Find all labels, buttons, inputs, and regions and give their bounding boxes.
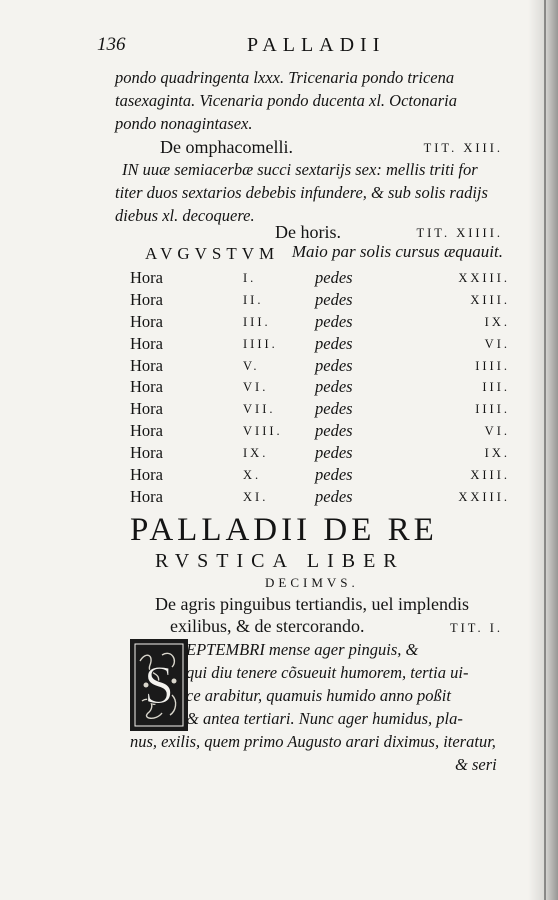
table-row bbox=[130, 356, 510, 378]
unit-label: pedes bbox=[315, 421, 353, 441]
hora-label: Hora bbox=[130, 311, 163, 331]
hour-number: IIII. bbox=[243, 336, 278, 351]
hora-label: Hora bbox=[130, 421, 163, 441]
chapter-title-line-1: De agris pinguibus tertiandis, uel implendis bbox=[155, 594, 469, 614]
feet-value: XXIII. bbox=[458, 271, 510, 285]
book-title-line-2: RVSTICA LIBER bbox=[155, 550, 405, 572]
unit-label: pedes bbox=[315, 377, 353, 397]
page-header bbox=[97, 34, 498, 64]
hora-label: Hora bbox=[130, 465, 163, 485]
table-row bbox=[130, 465, 510, 487]
table-row bbox=[130, 377, 510, 399]
intro-line-1: pondo quadringenta lxxx. Tricenaria pondo tricena bbox=[115, 68, 455, 87]
feet-value: VI. bbox=[484, 424, 510, 439]
month-name: AVGVSTVM bbox=[145, 244, 280, 263]
table-row bbox=[130, 290, 510, 312]
unit-label: pedes bbox=[315, 486, 353, 506]
horis-tit: TIT. XIIII. bbox=[416, 226, 503, 240]
paragraph-line-3: ce arabitur, quamuis humido anno poßit bbox=[186, 686, 451, 705]
page-number: 136 bbox=[97, 34, 126, 55]
book-title-line-1: PALLADII DE RE bbox=[130, 512, 438, 548]
intro-line-2: tasexaginta. Vicenaria pondo ducenta xl. Octonaria bbox=[115, 91, 458, 110]
omphacomelli-heading: De omphacomelli. bbox=[160, 137, 293, 157]
hour-number: VI. bbox=[243, 380, 269, 395]
feet-value: XXIII. bbox=[458, 489, 510, 504]
page-edge-shadow bbox=[528, 0, 558, 900]
hora-label: Hora bbox=[130, 333, 163, 353]
horis-heading: De horis. bbox=[275, 222, 341, 242]
hora-label: Hora bbox=[130, 486, 163, 506]
hour-number: VIII. bbox=[243, 424, 283, 439]
hour-number: II. bbox=[243, 292, 264, 307]
table-row bbox=[130, 487, 510, 509]
table-row bbox=[130, 399, 510, 421]
unit-label: pedes bbox=[315, 443, 353, 463]
chapter-title-line-2: exilibus, & de stercorando. bbox=[170, 616, 365, 636]
unit-label: pedes bbox=[315, 268, 353, 287]
hour-number: X. bbox=[243, 468, 262, 483]
table-row bbox=[130, 443, 510, 465]
book-title-line-3: DECIMVS. bbox=[265, 575, 359, 590]
unit-label: pedes bbox=[315, 333, 353, 353]
hour-number: III. bbox=[243, 314, 271, 329]
unit-label: pedes bbox=[315, 311, 353, 331]
hour-number: VII. bbox=[243, 402, 276, 417]
paragraph-line-5: nus, exilis, quem primo Augusto arari diximus, iteratur, bbox=[130, 732, 496, 751]
hour-number: XI. bbox=[243, 489, 269, 504]
hours-table bbox=[130, 268, 510, 509]
running-head: PALLADII bbox=[247, 34, 386, 56]
omphacomelli-line-1: IN uuæ semiacerbæ succi sextarijs sex: mellis triti for bbox=[122, 160, 478, 179]
omphacomelli-tit: TIT. XIII. bbox=[423, 141, 503, 155]
hour-number: IX. bbox=[243, 446, 269, 461]
feet-value: IX. bbox=[484, 446, 510, 461]
feet-value: VI. bbox=[484, 336, 510, 351]
table-row bbox=[130, 421, 510, 443]
table-row bbox=[130, 334, 510, 356]
paragraph-line-2: qui diu tenere cõsueuit humorem, tertia ui- bbox=[186, 663, 469, 682]
catchword: & seri bbox=[455, 755, 497, 774]
feet-value: IX. bbox=[484, 314, 510, 329]
feet-value: III. bbox=[482, 380, 510, 395]
table-row bbox=[130, 312, 510, 334]
intro-line-3: pondo nonagintasex. bbox=[115, 114, 253, 133]
feet-value: IIII. bbox=[475, 402, 510, 417]
chapter-tit: TIT. I. bbox=[449, 621, 503, 635]
hora-label: Hora bbox=[130, 377, 163, 397]
unit-label: pedes bbox=[315, 465, 353, 485]
hour-number: V. bbox=[243, 358, 260, 373]
feet-value: XIII. bbox=[470, 292, 510, 307]
hora-label: Hora bbox=[130, 289, 163, 309]
hours-table-header bbox=[145, 242, 503, 266]
page-edge-line bbox=[544, 0, 546, 900]
initial-letter: S bbox=[143, 655, 175, 715]
paragraph-line-4: & antea tertiari. Nunc ager humidus, pla- bbox=[186, 709, 463, 728]
unit-label: pedes bbox=[315, 289, 353, 309]
month-note: Maio par solis cursus æquauit. bbox=[291, 242, 503, 261]
omphacomelli-line-2: titer duos sextarios debebis infundere, & sub solis radijs bbox=[115, 183, 488, 202]
paragraph-line-1: EPTEMBRI mense ager pinguis, & bbox=[186, 640, 419, 659]
omphacomelli-line-3: diebus xl. decoquere. bbox=[115, 206, 255, 225]
feet-value: IIII. bbox=[475, 358, 510, 373]
unit-label: pedes bbox=[315, 355, 353, 375]
hour-number: I. bbox=[243, 271, 257, 285]
hora-label: Hora bbox=[130, 355, 163, 375]
hora-label: Hora bbox=[130, 399, 163, 419]
decorated-initial-s-icon bbox=[130, 639, 188, 731]
hora-label: Hora bbox=[130, 443, 163, 463]
table-row bbox=[130, 268, 510, 290]
unit-label: pedes bbox=[315, 399, 353, 419]
feet-value: XIII. bbox=[470, 468, 510, 483]
hora-label: Hora bbox=[130, 268, 163, 287]
